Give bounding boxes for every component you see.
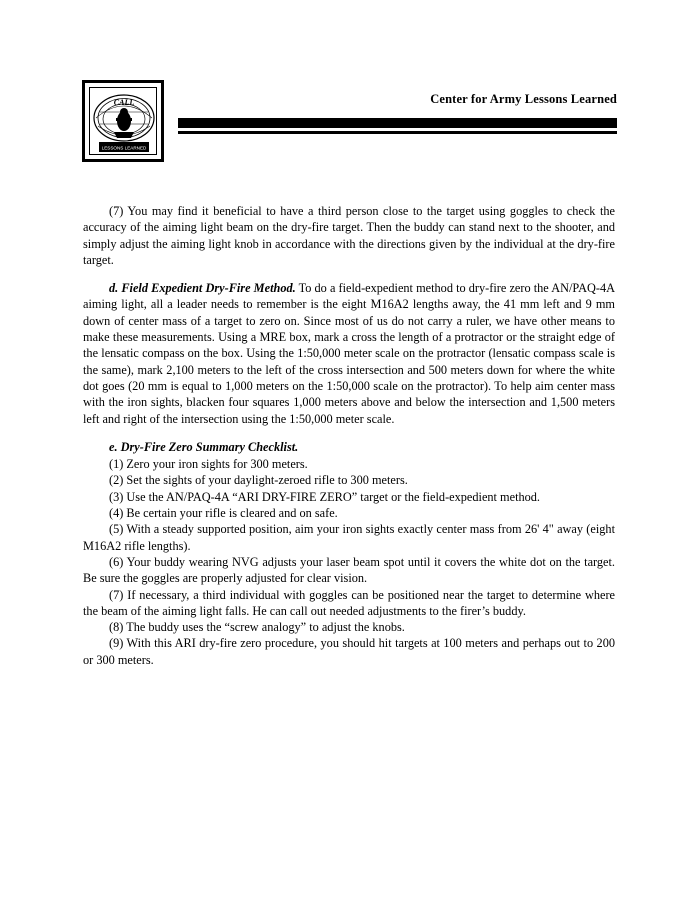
checklist-item-6: (6) Your buddy wearing NVG adjusts your laser beam spot until it covers the white dot on the target. Be sure the goggles are properly adjusted for clear vision. [83, 554, 615, 586]
checklist-item-3: (3) Use the AN/PAQ-4A “ARI DRY-FIRE ZERO” target or the field-expedient method. [109, 489, 541, 504]
header-rule-thin [178, 131, 617, 134]
svg-text:LESSONS LEARNED: LESSONS LEARNED [101, 145, 147, 151]
call-logo [82, 80, 164, 162]
svg-text:CALL: CALL [113, 98, 135, 107]
document-body [83, 203, 615, 668]
checklist-item-8: (8) The buddy uses the “screw analogy” to adjust the knobs. [109, 620, 405, 635]
header-rule-thick [178, 118, 617, 128]
page-header [82, 80, 617, 162]
checklist-item-1: (1) Zero your iron sights for 300 meters. [109, 457, 308, 472]
checklist-item-2: (2) Set the sights of your daylight-zeroed rifle to 300 meters. [109, 473, 408, 488]
section-e-lead: e. Dry-Fire Zero Summary Checklist. [109, 439, 299, 454]
call-logo-inner-border [89, 87, 157, 155]
paragraph-d [83, 280, 615, 427]
paragraph-d-lead: d. Field Expedient Dry-Fire Method. [109, 281, 296, 296]
call-seal-icon [90, 88, 157, 155]
header-title: Center for Army Lessons Learned [430, 92, 617, 106]
checklist-item-9: (9) With this ARI dry-fire zero procedure, you should hit targets at 100 meters and perhaps out to 200 or 300 meters. [83, 636, 615, 667]
checklist-item-7: (7) If necessary, a third individual with goggles can be positioned near the target to determine where the beam of the aiming light falls. He can call out needed adjustments to the firer’s buddy. [83, 587, 615, 618]
checklist-item-4: (4) Be certain your rifle is cleared and on safe. [109, 506, 338, 521]
section-e-heading [83, 439, 615, 455]
paragraph-7: (7) You may find it beneficial to have a third person close to the target using goggles to check the accuracy of the aiming light beam on the dry-fire target. Then the buddy can stand next to the shooter, and simply adjust the aiming light knob in accordance with the directions given by the individual at the dry-fire target. [83, 204, 615, 267]
checklist-item-5: (5) With a steady supported position, aim your iron sights exactly center mass from 26' 4" away (eight M16A2 rifle lengths). [83, 522, 615, 553]
paragraph-d-text: To do a field-expedient method to dry-fire zero the AN/PAQ-4A aiming light, all a leader needs to remember is the eight M16A2 lengths away, the 41 mm left and 9 mm down of center mass of a target to zero on. Since most of us do not carry a ruler, we have other means to make these measurements. Using a MRE box, mark a cross the length of a protractor or the straight edge of the lensatic compass on the box. Using the 1:50,000 meter scale on the protractor (lensatic compass scale is the same), mark 2,100 meters to the left of the cross intersection and 500 meters down for where the white dot goes (20 mm is equal to 1,000 meters on the 1:50,000 scale on the protractor). To help aim center mass with the iron sights, blacken four squares 1,000 meters above and below the intersection and 1,500 meters left and right of the intersection using the 1:50,000 meter scale. [83, 281, 615, 426]
